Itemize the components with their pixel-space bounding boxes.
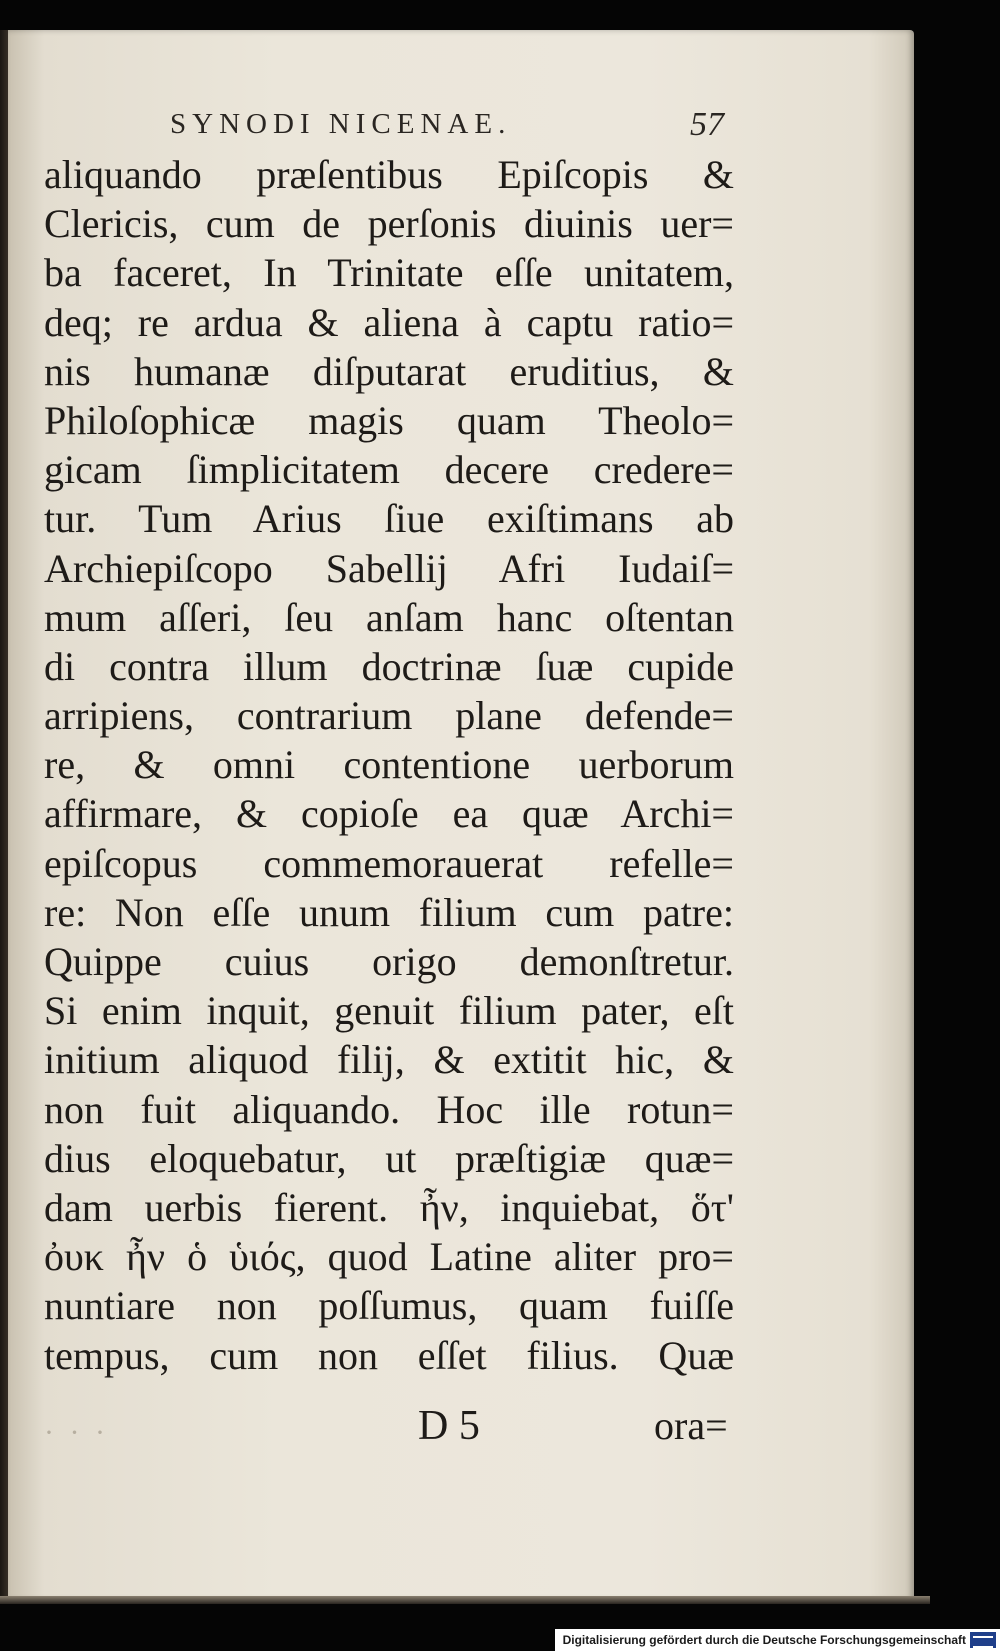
- funding-banner: [555, 1629, 1000, 1651]
- text-line: tempus, cum non eſſet filius. Quæ: [44, 1332, 734, 1378]
- text-line: mum aſſeri, ſeu anſam hanc oſtentan: [44, 594, 734, 640]
- text-line: gicam ſimplicitatem decere credere=: [44, 447, 734, 493]
- catchword: ora=: [654, 1403, 728, 1448]
- text-line: ὀυκ ἦν ὁ ὑιός, quod Latine aliter pro=: [44, 1234, 734, 1280]
- text-line: re, & omni contentione uerborum: [44, 742, 734, 788]
- signature-mark: D 5: [418, 1403, 480, 1449]
- text-line: initium aliquod filij, & extitit hic, &: [44, 1037, 734, 1083]
- text-line: nuntiare non poſſumus, quam fuiſſe: [44, 1283, 734, 1329]
- text-line: epiſcopus commemorauerat refelle=: [44, 840, 734, 886]
- text-line: re: Non eſſe unum filium cum patre:: [44, 889, 734, 935]
- text-line: Archiepiſcopo Sabellij Afri Iudaiſ=: [44, 545, 734, 591]
- text-line: non fuit aliquando. Hoc ille rotun=: [44, 1086, 734, 1132]
- body-text: [44, 150, 734, 1380]
- bleed-through-marks: · · ·: [44, 1416, 109, 1449]
- text-line: di contra illum doctrinæ ſuæ cupide: [44, 643, 734, 689]
- text-line: dius eloquebatur, ut præſtigiæ quæ=: [44, 1135, 734, 1181]
- text-line: affirmare, & copioſe ea quæ Archi=: [44, 791, 734, 837]
- text-line: ba faceret, In Trinitate eſſe unitatem,: [44, 250, 734, 296]
- text-line: aliquando præſentibus Epiſcopis &: [44, 152, 734, 197]
- page-bottom-edge: [0, 1596, 930, 1604]
- text-line: Clericis, cum de perſonis diuinis uer=: [44, 201, 734, 247]
- text-line: Philoſophicæ magis quam Theolo=: [44, 397, 734, 443]
- text-line: arripiens, contrarium plane defende=: [44, 693, 734, 739]
- page-number: 57: [690, 106, 724, 143]
- text-line: nis humanæ diſputarat eruditius, &: [44, 348, 734, 394]
- text-line: deq; re ardua & aliena à captu ratio=: [44, 299, 734, 345]
- running-head: SYNODI NICENAE.: [170, 108, 512, 140]
- funding-note: Digitalisierung gefördert durch die Deutsche Forschungsgemeinschaft: [562, 1633, 966, 1647]
- dfg-logo-icon: [970, 1632, 996, 1648]
- text-line: Quippe cuius origo demonſtretur.: [44, 939, 734, 984]
- text-line: Si enim inquit, genuit filium pater, eſt: [44, 988, 734, 1034]
- text-line: tur. Tum Arius ſiue exiſtimans ab: [44, 496, 734, 542]
- text-line: dam uerbis fierent. ἦν, inquiebat, ὅτ': [44, 1184, 734, 1230]
